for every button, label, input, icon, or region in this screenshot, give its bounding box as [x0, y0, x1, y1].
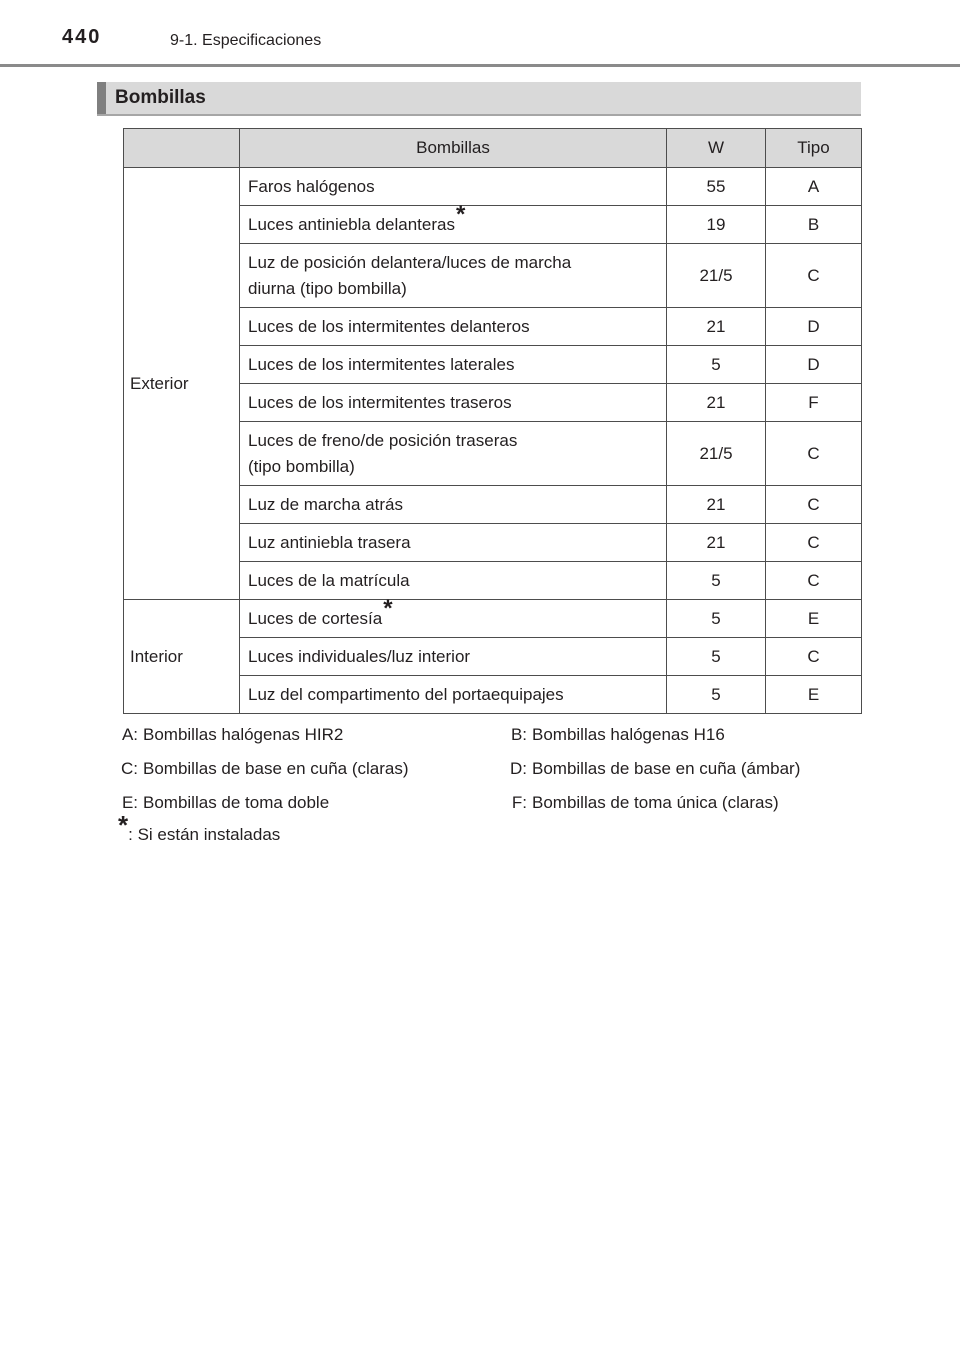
header-group — [124, 129, 240, 168]
bulb-name: Luces de cortesía — [248, 608, 383, 628]
bulbs-table — [123, 128, 862, 714]
legend-text: Bombillas halógenas HIR2 — [143, 725, 344, 744]
bulb-name: Luz antiniebla trasera — [240, 524, 667, 562]
bulb-type: E — [766, 600, 862, 638]
bulb-name-cell — [240, 422, 667, 486]
legend-key: B: — [510, 725, 527, 744]
legend-text: Bombillas de base en cuña (claras) — [143, 759, 409, 778]
bulb-name: Luces de los intermitentes laterales — [240, 346, 667, 384]
bulb-watt: 21/5 — [667, 422, 766, 486]
table-header-row — [124, 129, 862, 168]
bulb-type: E — [766, 676, 862, 714]
bulb-name: Luces de los intermitentes traseros — [240, 384, 667, 422]
header-tipo: Tipo — [766, 129, 862, 168]
section-title: 9-1. Especificaciones — [170, 32, 322, 49]
bulb-name-cell — [240, 594, 667, 638]
bulb-name: Luces individuales/luz interior — [240, 638, 667, 676]
legend-key: C: — [121, 759, 138, 778]
bulb-type: D — [766, 346, 862, 384]
group-exterior: Exterior — [124, 168, 240, 600]
page-header — [0, 0, 960, 70]
bulb-name-cell — [240, 244, 667, 308]
heading-accent — [97, 82, 106, 114]
bulb-watt: 55 — [667, 168, 766, 206]
header-w: W — [667, 129, 766, 168]
bulb-name: Luces de la matrícula — [240, 562, 667, 600]
bulb-name: Luz del compartimento del portaequipajes — [240, 676, 667, 714]
bulb-type: C — [766, 524, 862, 562]
bulb-watt: 5 — [667, 638, 766, 676]
bulb-type: C — [766, 486, 862, 524]
bulb-watt: 21 — [667, 308, 766, 346]
bulb-watt: 5 — [667, 346, 766, 384]
page-number: 440 — [62, 26, 102, 48]
bulb-watt: 5 — [667, 562, 766, 600]
legend-key: A: — [121, 725, 138, 744]
bulb-type: C — [766, 244, 862, 308]
bulb-type: C — [766, 422, 862, 486]
header-bombillas: Bombillas — [240, 129, 667, 168]
bulb-watt: 5 — [667, 676, 766, 714]
bulb-name: Faros halógenos — [240, 168, 667, 206]
legend-text: Bombillas de toma única (claras) — [532, 793, 779, 812]
bulb-watt: 21 — [667, 524, 766, 562]
bulb-type: C — [766, 562, 862, 600]
section-heading: Bombillas — [115, 87, 206, 108]
bulb-watt: 21 — [667, 384, 766, 422]
bulb-name-line: diurna (tipo bombilla) — [248, 278, 407, 298]
bulb-type: F — [766, 384, 862, 422]
bulb-watt: 5 — [667, 600, 766, 638]
table-row — [124, 168, 862, 206]
bulb-name: Luz de marcha atrás — [240, 486, 667, 524]
bulb-name-line: Luces de freno/de posición traseras — [248, 430, 518, 450]
legend-key: E: — [121, 793, 138, 812]
bulb-name: Luces de los intermitentes delanteros — [240, 308, 667, 346]
bulb-type: A — [766, 168, 862, 206]
header-rule — [0, 64, 960, 67]
bulb-type: C — [766, 638, 862, 676]
bulb-type: D — [766, 308, 862, 346]
footnote-text: : Si están instaladas — [128, 825, 281, 844]
bulb-watt: 21 — [667, 486, 766, 524]
bulb-name: Luces antiniebla delanteras — [248, 214, 455, 234]
legend-text: Bombillas halógenas H16 — [532, 725, 725, 744]
bulb-watt: 21/5 — [667, 244, 766, 308]
bulb-name-cell — [240, 200, 667, 244]
table-row — [124, 600, 862, 638]
footnote-mark: * — [118, 810, 129, 840]
bulb-name-line: (tipo bombilla) — [248, 456, 355, 476]
section-heading-bar — [97, 82, 861, 116]
bulb-watt: 19 — [667, 206, 766, 244]
legend-key: F: — [511, 793, 527, 812]
legend-key: D: — [510, 759, 527, 778]
legend-text: Bombillas de toma doble — [143, 793, 330, 812]
group-interior: Interior — [124, 600, 240, 714]
bulb-type: B — [766, 206, 862, 244]
asterisk-mark: * — [455, 200, 466, 228]
bulb-name-line: Luz de posición delantera/luces de marcha — [248, 252, 572, 272]
legend-text: Bombillas de base en cuña (ámbar) — [532, 759, 801, 778]
asterisk-mark: * — [383, 594, 393, 622]
footnote — [118, 810, 281, 845]
